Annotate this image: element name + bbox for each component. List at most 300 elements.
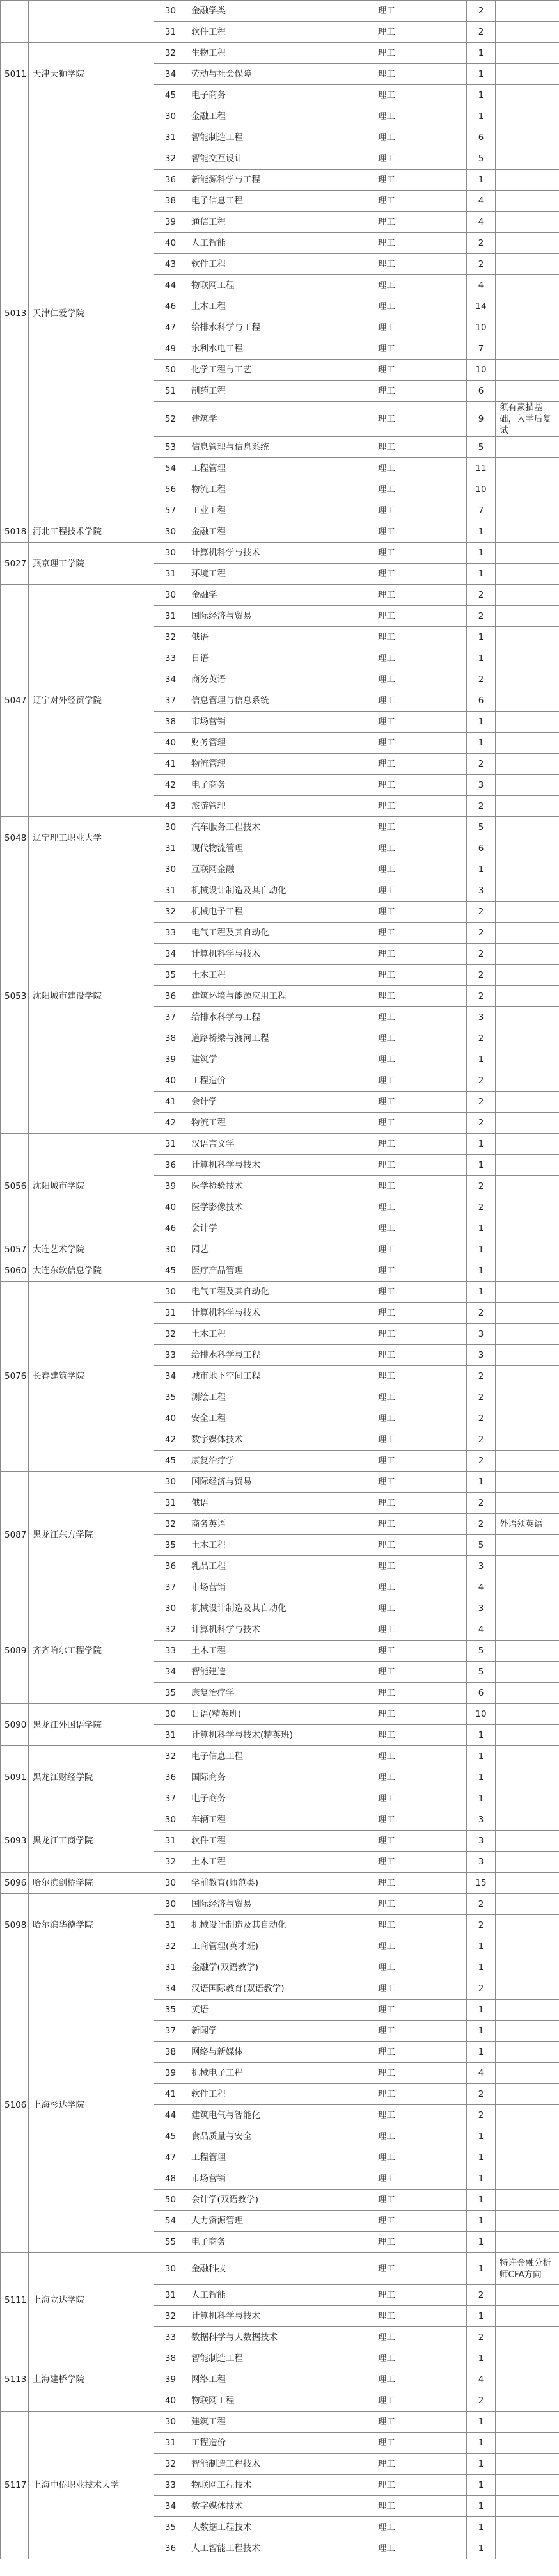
- major-code-cell: 32: [154, 1619, 187, 1641]
- school-name-cell: 哈尔滨剑桥学院: [29, 1873, 154, 1894]
- major-code-cell: 46: [154, 296, 187, 317]
- plan-count-cell: 7: [467, 338, 496, 360]
- plan-count-cell: 1: [467, 2433, 496, 2454]
- remark-cell: [496, 775, 559, 796]
- school-name-cell: 齐齐哈尔工程学院: [29, 1598, 154, 1704]
- remark-cell: [496, 1239, 559, 1260]
- plan-count-cell: 1: [467, 2211, 496, 2232]
- remark-cell: [496, 1451, 559, 1472]
- plan-count-cell: 2: [467, 22, 496, 43]
- remark-cell: [496, 1704, 559, 1725]
- major-name-cell: 测绘工程: [187, 1387, 374, 1408]
- major-name-cell: 医学检验技术: [187, 1176, 374, 1197]
- major-code-cell: 35: [154, 2000, 187, 2021]
- remark-cell: [496, 1049, 559, 1070]
- category-cell: 理工: [374, 1957, 467, 1978]
- plan-count-cell: 3: [467, 1007, 496, 1028]
- school-code-cell: 5053: [1, 859, 29, 1134]
- category-cell: 理工: [374, 1978, 467, 2000]
- major-name-cell: 会计学(双语教学): [187, 2190, 374, 2211]
- remark-cell: [496, 1767, 559, 1788]
- remark-cell: [496, 1, 559, 22]
- major-code-cell: 54: [154, 2211, 187, 2232]
- category-cell: 理工: [374, 669, 467, 690]
- school-code-cell: 5011: [1, 43, 29, 106]
- remark-cell: 须有素描基础，入学后复试: [496, 402, 559, 437]
- remark-cell: [496, 1472, 559, 1493]
- table-row: [1, 817, 559, 838]
- remark-cell: [496, 585, 559, 606]
- major-code-cell: 30: [154, 1472, 187, 1493]
- major-name-cell: 日语: [187, 648, 374, 669]
- remark-cell: [496, 1218, 559, 1239]
- major-name-cell: 数字媒体技术: [187, 2496, 374, 2517]
- remark-cell: [496, 500, 559, 521]
- major-name-cell: 俄语: [187, 627, 374, 648]
- major-code-cell: 31: [154, 22, 187, 43]
- remark-cell: [496, 2327, 559, 2348]
- remark-cell: [496, 944, 559, 965]
- table-row: [1, 1746, 559, 1767]
- plan-count-cell: 2: [467, 986, 496, 1007]
- category-cell: 理工: [374, 2538, 467, 2559]
- remark-cell: [496, 2285, 559, 2306]
- category-cell: 理工: [374, 2232, 467, 2253]
- plan-count-cell: 4: [467, 275, 496, 296]
- category-cell: 理工: [374, 2348, 467, 2369]
- plan-count-cell: 1: [467, 1134, 496, 1155]
- major-name-cell: 旅游管理: [187, 796, 374, 817]
- major-code-cell: 30: [154, 1894, 187, 1915]
- remark-cell: [496, 1176, 559, 1197]
- plan-count-cell: 1: [467, 170, 496, 191]
- plan-count-cell: 1: [467, 2496, 496, 2517]
- plan-count-cell: 1: [467, 543, 496, 564]
- plan-count-cell: 4: [467, 191, 496, 212]
- major-code-cell: 33: [154, 648, 187, 669]
- remark-cell: [496, 1092, 559, 1113]
- major-code-cell: 38: [154, 2042, 187, 2063]
- plan-count-cell: 2: [467, 2390, 496, 2412]
- major-code-cell: 35: [154, 1683, 187, 1704]
- remark-cell: [496, 360, 559, 381]
- major-name-cell: 互联网金融: [187, 859, 374, 880]
- major-code-cell: 31: [154, 1134, 187, 1155]
- category-cell: 理工: [374, 317, 467, 338]
- table-row: [1, 859, 559, 880]
- plan-count-cell: 1: [467, 2454, 496, 2475]
- remark-cell: [496, 1493, 559, 1514]
- plan-count-cell: 2: [467, 1176, 496, 1197]
- category-cell: 理工: [374, 85, 467, 106]
- major-name-cell: 人工智能: [187, 2285, 374, 2306]
- category-cell: 理工: [374, 1535, 467, 1556]
- plan-count-cell: 2: [467, 1092, 496, 1113]
- plan-count-cell: 1: [467, 1767, 496, 1788]
- plan-count-cell: 3: [467, 880, 496, 902]
- category-cell: 理工: [374, 381, 467, 402]
- plan-count-cell: 1: [467, 733, 496, 754]
- remark-cell: [496, 1387, 559, 1408]
- remark-cell: [496, 1366, 559, 1387]
- major-name-cell: 工业工程: [187, 500, 374, 521]
- plan-count-cell: 2: [467, 1, 496, 22]
- major-code-cell: 36: [154, 2538, 187, 2559]
- school-code-cell: 5076: [1, 1282, 29, 1472]
- major-code-cell: 36: [154, 1556, 187, 1577]
- remark-cell: [496, 2454, 559, 2475]
- school-code-cell: 5018: [1, 521, 29, 543]
- plan-count-cell: 1: [467, 1218, 496, 1239]
- major-code-cell: 30: [154, 2412, 187, 2433]
- major-name-cell: 食品质量与安全: [187, 2126, 374, 2147]
- plan-count-cell: 2: [467, 1197, 496, 1218]
- plan-count-cell: 2: [467, 2285, 496, 2306]
- major-code-cell: 38: [154, 191, 187, 212]
- major-code-cell: 39: [154, 1176, 187, 1197]
- major-name-cell: 机械电子工程: [187, 2063, 374, 2084]
- major-name-cell: 土木工程: [187, 1324, 374, 1345]
- category-cell: 理工: [374, 1429, 467, 1451]
- plan-count-cell: 2: [467, 1028, 496, 1049]
- remark-cell: [496, 838, 559, 859]
- major-name-cell: 通信工程: [187, 212, 374, 233]
- major-name-cell: 计算机科学与技术: [187, 944, 374, 965]
- major-name-cell: 软件工程: [187, 1831, 374, 1852]
- major-code-cell: 30: [154, 1239, 187, 1260]
- plan-count-cell: 10: [467, 360, 496, 381]
- remark-cell: [496, 669, 559, 690]
- plan-count-cell: 1: [467, 2306, 496, 2327]
- remark-cell: [496, 64, 559, 85]
- remark-cell: [496, 437, 559, 458]
- remark-cell: [496, 1303, 559, 1324]
- remark-cell: [496, 479, 559, 500]
- major-code-cell: 34: [154, 2496, 187, 2517]
- category-cell: 理工: [374, 43, 467, 64]
- plan-count-cell: 2: [467, 1408, 496, 1429]
- plan-count-cell: 1: [467, 1746, 496, 1767]
- category-cell: 理工: [374, 1387, 467, 1408]
- category-cell: 理工: [374, 2000, 467, 2021]
- remark-cell: [496, 1978, 559, 2000]
- category-cell: 理工: [374, 1577, 467, 1598]
- major-code-cell: 41: [154, 1092, 187, 1113]
- major-name-cell: 给排水科学与工程: [187, 1345, 374, 1366]
- plan-count-cell: 3: [467, 1809, 496, 1831]
- plan-count-cell: 1: [467, 1472, 496, 1493]
- plan-count-cell: 10: [467, 317, 496, 338]
- major-code-cell: 31: [154, 880, 187, 902]
- plan-count-cell: 3: [467, 1345, 496, 1366]
- major-name-cell: 人工智能工程技术: [187, 2538, 374, 2559]
- major-code-cell: 31: [154, 1725, 187, 1746]
- category-cell: 理工: [374, 254, 467, 275]
- major-name-cell: 园艺: [187, 1239, 374, 1260]
- major-name-cell: 给排水科学与工程: [187, 1007, 374, 1028]
- remark-cell: [496, 648, 559, 669]
- plan-count-cell: 4: [467, 1619, 496, 1641]
- school-code-cell: 5098: [1, 1894, 29, 1957]
- remark-cell: [496, 2190, 559, 2211]
- major-name-cell: 水利水电工程: [187, 338, 374, 360]
- major-name-cell: 车辆工程: [187, 1809, 374, 1831]
- category-cell: 理工: [374, 754, 467, 775]
- category-cell: 理工: [374, 1408, 467, 1429]
- plan-count-cell: 1: [467, 1049, 496, 1070]
- plan-count-cell: 1: [467, 1239, 496, 1260]
- major-code-cell: 50: [154, 2190, 187, 2211]
- category-cell: 理工: [374, 2190, 467, 2211]
- major-name-cell: 金融学(双语教学): [187, 1957, 374, 1978]
- remark-cell: [496, 923, 559, 944]
- school-name-cell: 燕京理工学院: [29, 543, 154, 585]
- major-code-cell: 36: [154, 170, 187, 191]
- remark-cell: [496, 627, 559, 648]
- remark-cell: [496, 2496, 559, 2517]
- major-name-cell: 机械设计制造及其自动化: [187, 1915, 374, 1936]
- major-code-cell: 45: [154, 1451, 187, 1472]
- remark-cell: [496, 1936, 559, 1957]
- major-code-cell: 47: [154, 317, 187, 338]
- plan-count-cell: 2: [467, 606, 496, 627]
- remark-cell: [496, 106, 559, 127]
- major-code-cell: 50: [154, 360, 187, 381]
- remark-cell: [496, 1873, 559, 1894]
- major-code-cell: 31: [154, 1915, 187, 1936]
- major-code-cell: 34: [154, 1978, 187, 2000]
- major-name-cell: 网络工程: [187, 2369, 374, 2390]
- remark-cell: [496, 1619, 559, 1641]
- school-code-cell: 5090: [1, 1704, 29, 1746]
- major-name-cell: 建筑环境与能源应用工程: [187, 986, 374, 1007]
- major-name-cell: 计算机科学与技术(精英班): [187, 1725, 374, 1746]
- plan-count-cell: 6: [467, 1683, 496, 1704]
- major-code-cell: 47: [154, 2147, 187, 2168]
- major-code-cell: 33: [154, 923, 187, 944]
- school-name-cell: 天津仁爱学院: [29, 106, 154, 521]
- table-row: [1, 106, 559, 127]
- major-code-cell: 37: [154, 690, 187, 712]
- major-name-cell: 日语(精英班): [187, 1704, 374, 1725]
- category-cell: 理工: [374, 402, 467, 437]
- category-cell: 理工: [374, 1366, 467, 1387]
- category-cell: 理工: [374, 986, 467, 1007]
- major-code-cell: 36: [154, 1155, 187, 1176]
- category-cell: 理工: [374, 191, 467, 212]
- remark-cell: [496, 2105, 559, 2126]
- category-cell: 理工: [374, 712, 467, 733]
- category-cell: 理工: [374, 1113, 467, 1134]
- plan-count-cell: 2: [467, 1493, 496, 1514]
- category-cell: 理工: [374, 2063, 467, 2084]
- major-name-cell: 财务管理: [187, 733, 374, 754]
- major-code-cell: 33: [154, 1345, 187, 1366]
- major-code-cell: 39: [154, 2063, 187, 2084]
- major-name-cell: 电气工程及其自动化: [187, 923, 374, 944]
- category-cell: 理工: [374, 817, 467, 838]
- remark-cell: [496, 127, 559, 148]
- major-code-cell: 33: [154, 2327, 187, 2348]
- plan-count-cell: 1: [467, 2190, 496, 2211]
- plan-count-cell: 1: [467, 1788, 496, 1809]
- remark-cell: [496, 254, 559, 275]
- category-cell: 理工: [374, 1218, 467, 1239]
- category-cell: 理工: [374, 1155, 467, 1176]
- major-name-cell: 环境工程: [187, 564, 374, 585]
- category-cell: 理工: [374, 1767, 467, 1788]
- major-code-cell: 36: [154, 986, 187, 1007]
- category-cell: 理工: [374, 106, 467, 127]
- plan-count-cell: 2: [467, 902, 496, 923]
- major-name-cell: 电气工程及其自动化: [187, 1282, 374, 1303]
- major-name-cell: 物联网工程技术: [187, 2475, 374, 2496]
- major-code-cell: 46: [154, 1218, 187, 1239]
- category-cell: 理工: [374, 1282, 467, 1303]
- major-name-cell: 大数据工程技术: [187, 2517, 374, 2538]
- category-cell: 理工: [374, 1704, 467, 1725]
- major-name-cell: 物联网工程: [187, 2390, 374, 2412]
- plan-count-cell: 1: [467, 1957, 496, 1978]
- remark-cell: [496, 1260, 559, 1282]
- major-code-cell: 40: [154, 1408, 187, 1429]
- remark-cell: [496, 2084, 559, 2105]
- major-code-cell: 31: [154, 606, 187, 627]
- category-cell: 理工: [374, 1, 467, 22]
- major-code-cell: 30: [154, 1809, 187, 1831]
- remark-cell: [496, 754, 559, 775]
- major-code-cell: 31: [154, 2285, 187, 2306]
- major-code-cell: 30: [154, 859, 187, 880]
- remark-cell: [496, 85, 559, 106]
- category-cell: 理工: [374, 2475, 467, 2496]
- category-cell: 理工: [374, 2211, 467, 2232]
- plan-count-cell: 10: [467, 479, 496, 500]
- school-name-cell: 黑龙江外国语学院: [29, 1704, 154, 1746]
- major-name-cell: 金融科技: [187, 2253, 374, 2285]
- major-code-cell: 45: [154, 1260, 187, 1282]
- school-name-cell: 辽宁理工职业大学: [29, 817, 154, 859]
- major-code-cell: 30: [154, 1704, 187, 1725]
- plan-count-cell: 3: [467, 775, 496, 796]
- school-code-cell: 5111: [1, 2253, 29, 2348]
- major-code-cell: 41: [154, 2084, 187, 2105]
- plan-count-cell: 1: [467, 1155, 496, 1176]
- major-code-cell: 40: [154, 1197, 187, 1218]
- major-code-cell: 32: [154, 1324, 187, 1345]
- major-name-cell: 医学影像技术: [187, 1197, 374, 1218]
- major-name-cell: 康复治疗学: [187, 1451, 374, 1472]
- major-name-cell: 机械设计制造及其自动化: [187, 1598, 374, 1619]
- table-row: [1, 43, 559, 64]
- remark-cell: [496, 859, 559, 880]
- category-cell: 理工: [374, 965, 467, 986]
- major-code-cell: 30: [154, 1873, 187, 1894]
- category-cell: 理工: [374, 2021, 467, 2042]
- major-name-cell: 金融工程: [187, 106, 374, 127]
- major-name-cell: 土木工程: [187, 965, 374, 986]
- plan-count-cell: 7: [467, 500, 496, 521]
- remark-cell: [496, 606, 559, 627]
- category-cell: 理工: [374, 1598, 467, 1619]
- plan-count-cell: 6: [467, 838, 496, 859]
- remark-cell: [496, 1725, 559, 1746]
- category-cell: 理工: [374, 1345, 467, 1366]
- table-row: [1, 1472, 559, 1493]
- major-code-cell: 32: [154, 2306, 187, 2327]
- major-name-cell: 新闻学: [187, 2021, 374, 2042]
- remark-cell: [496, 986, 559, 1007]
- plan-count-cell: 4: [467, 1577, 496, 1598]
- major-code-cell: 33: [154, 1641, 187, 1662]
- category-cell: 理工: [374, 1092, 467, 1113]
- major-code-cell: 38: [154, 712, 187, 733]
- remark-cell: [496, 2433, 559, 2454]
- category-cell: 理工: [374, 296, 467, 317]
- category-cell: 理工: [374, 458, 467, 479]
- major-code-cell: 39: [154, 212, 187, 233]
- major-code-cell: 32: [154, 627, 187, 648]
- plan-count-cell: 2: [467, 1387, 496, 1408]
- plan-count-cell: 2: [467, 754, 496, 775]
- major-code-cell: 35: [154, 1535, 187, 1556]
- category-cell: 理工: [374, 1662, 467, 1683]
- category-cell: 理工: [374, 360, 467, 381]
- school-code-cell: 5047: [1, 585, 29, 817]
- category-cell: 理工: [374, 212, 467, 233]
- major-name-cell: 化学工程与工艺: [187, 360, 374, 381]
- major-name-cell: 智能制造工程技术: [187, 2454, 374, 2475]
- table-row: [1, 521, 559, 543]
- remark-cell: [496, 212, 559, 233]
- school-code-cell: 5113: [1, 2348, 29, 2412]
- plan-count-cell: 3: [467, 1324, 496, 1345]
- category-cell: 理工: [374, 2496, 467, 2517]
- major-code-cell: 48: [154, 2168, 187, 2190]
- plan-count-cell: 1: [467, 2253, 496, 2285]
- major-name-cell: 给排水科学与工程: [187, 317, 374, 338]
- major-code-cell: 34: [154, 64, 187, 85]
- major-code-cell: 55: [154, 2232, 187, 2253]
- school-name-cell: 大连东软信息学院: [29, 1260, 154, 1282]
- major-name-cell: 计算机科学与技术: [187, 2306, 374, 2327]
- remark-cell: [496, 1809, 559, 1831]
- major-name-cell: 土木工程: [187, 296, 374, 317]
- plan-count-cell: 1: [467, 627, 496, 648]
- major-name-cell: 汉语言文学: [187, 1134, 374, 1155]
- school-name-cell: 长春建筑学院: [29, 1282, 154, 1472]
- category-cell: 理工: [374, 543, 467, 564]
- major-name-cell: 信息管理与信息系统: [187, 690, 374, 712]
- category-cell: 理工: [374, 2517, 467, 2538]
- remark-cell: 特许金融分析师CFA方向: [496, 2253, 559, 2285]
- table-row: [1, 1809, 559, 1831]
- plan-count-cell: 1: [467, 2538, 496, 2559]
- major-name-cell: 国际经济与贸易: [187, 1894, 374, 1915]
- remark-cell: [496, 2517, 559, 2538]
- remark-cell: [496, 902, 559, 923]
- category-cell: 理工: [374, 1725, 467, 1746]
- major-code-cell: 32: [154, 148, 187, 170]
- school-name-cell: 沈阳城市建设学院: [29, 859, 154, 1134]
- major-name-cell: 物流工程: [187, 1113, 374, 1134]
- plan-count-cell: 1: [467, 2000, 496, 2021]
- major-code-cell: 42: [154, 1429, 187, 1451]
- major-name-cell: 国际商务: [187, 1767, 374, 1788]
- category-cell: 理工: [374, 1514, 467, 1535]
- school-name-cell: 上海中侨职业技术大学: [29, 2412, 154, 2559]
- major-name-cell: 安全工程: [187, 1408, 374, 1429]
